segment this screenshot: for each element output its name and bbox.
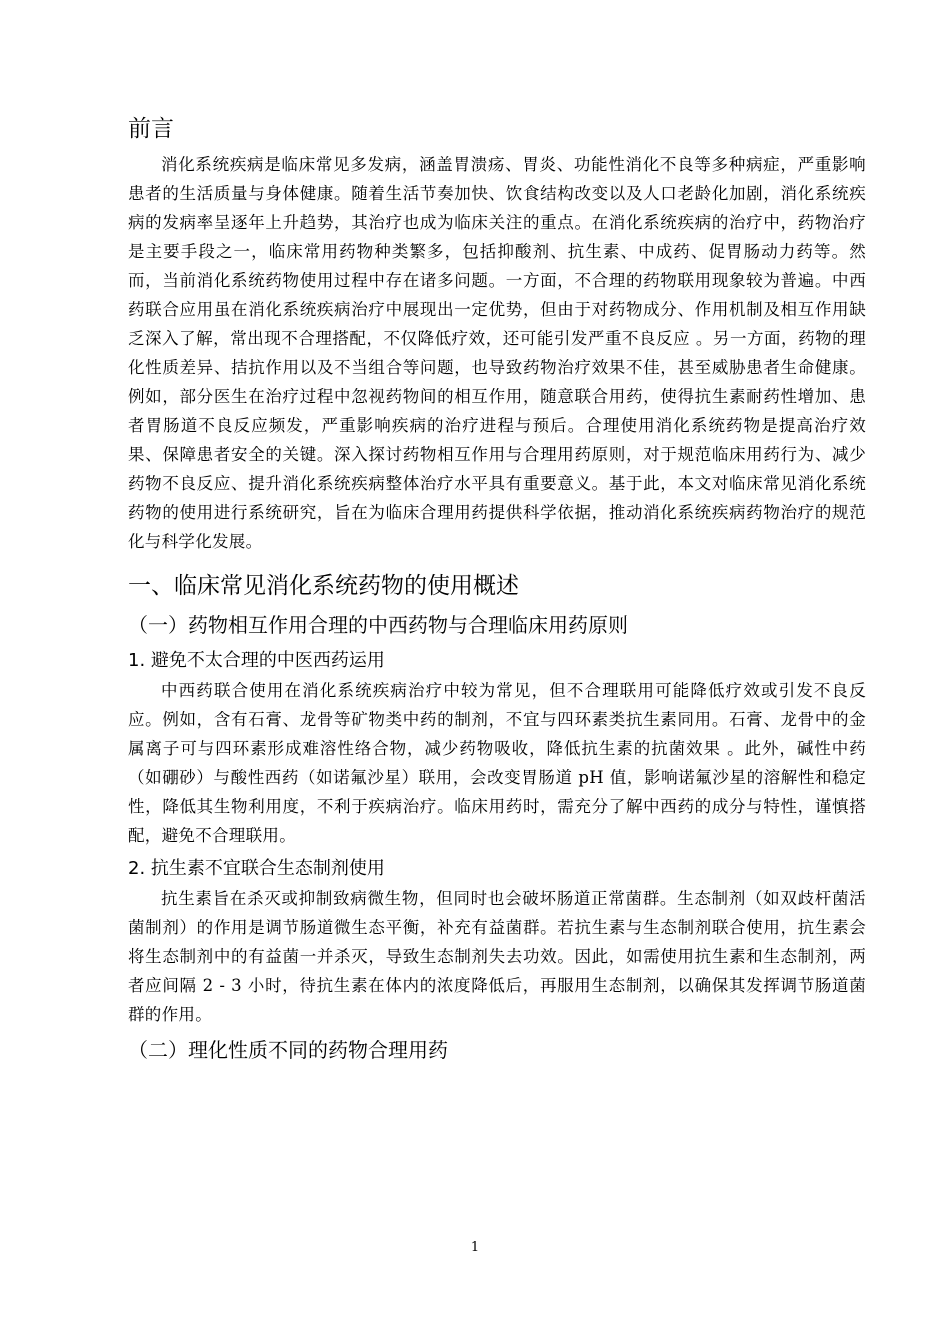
preface-paragraph: 消化系统疾病是临床常见多发病，涵盖胃溃疡、胃炎、功能性消化不良等多种病症，严重影响患者的生活质量与身体健康。随着生活节奏加快、饮食结构改变以及人口老龄化加剧，消化系统疾病的发病率呈逐年上升趋势，其治疗也成为临床关注的重点。在消化系统疾病的治疗中，药物治疗是主要手段之一，临床常用药物种类繁多，包括抑酸剂、抗生素、中成药、促胃肠动力药等。然而，当前消化系统药物使用过程中存在诸多问题。一方面，不合理的药物联用现象较为普遍。中西药联合应用虽在消化系统疾病治疗中展现出一定优势，但由于对药物成分、作用机制及相互作用缺乏深入了解，常出现不合理搭配，不仅降低疗效，还可能引发严重不良反应 。另一方面，药物的理化性质差异、拮抗作用以及不当组合等问题，也导致药物治疗效果不佳，甚至威胁患者生命健康。例如，部分医生在治疗过程中忽视药物间的相互作用，随意联合用药，使得抗生素耐药性增加、患者胃肠道不良反应频发，严重影响疾病的治疗进程与预后。合理使用消化系统药物是提高治疗效果、保障患者安全的关键。深入探讨药物相互作用与合理用药原则，对于规范临床用药行为、减少药物不良反应、提升消化系统疾病整体治疗水平具有重要意义。基于此，本文对临床常见消化系统药物的使用进行系统研究，旨在为临床合理用药提供科学依据，推动消化系统疾病药物治疗的规范化与科学化发展。 — [128, 155, 866, 551]
section-1-heading: 一、临床常见消化系统药物的使用概述 — [128, 573, 519, 599]
item-2-heading: 2. 抗生素不宜联合生态制剂使用 — [128, 858, 385, 879]
page-content — [128, 112, 866, 1067]
item-1-paragraph: 中西药联合使用在消化系统疾病治疗中较为常见，但不合理联用可能降低疗效或引发不良反应。例如，含有石膏、龙骨等矿物类中药的制剂，不宜与四环素类抗生素同用。石膏、龙骨中的金属离子可与四环素形成难溶性络合物，减少药物吸收，降低抗生素的抗菌效果 。此外，碱性中药（如硼砂）与酸性西药（如诺氟沙星）联用，会改变胃肠道 pH 值，影响诺氟沙星的溶解性和稳定性，降低其生物利用度，不利于疾病治疗。临床用药时，需充分了解中西药的成分与特性，谨慎搭配，避免不合理联用。 — [128, 681, 866, 845]
subsection-2-heading: （二）理化性质不同的药物合理用药 — [128, 1038, 448, 1062]
page-number: 1 — [470, 1240, 480, 1255]
item-2-paragraph: 抗生素旨在杀灭或抑制致病微生物，但同时也会破坏肠道正常菌群。生态制剂（如双歧杆菌活菌制剂）的作用是调节肠道微生态平衡，补充有益菌群。若抗生素与生态制剂联合使用，抗生素会将生态制剂中的有益菌一并杀灭，导致生态制剂失去功效。因此，如需使用抗生素和生态制剂，两者应间隔 2 - 3 小时，待抗生素在体内的浓度降低后，再服用生态制剂，以确保其发挥调节肠道菌群的作用。 — [128, 889, 866, 1024]
preface-heading: 前言 — [128, 116, 174, 142]
subsection-1-heading: （一）药物相互作用合理的中西药物与合理临床用药原则 — [128, 613, 628, 637]
item-1-heading: 1. 避免不太合理的中医西药运用 — [128, 650, 385, 671]
